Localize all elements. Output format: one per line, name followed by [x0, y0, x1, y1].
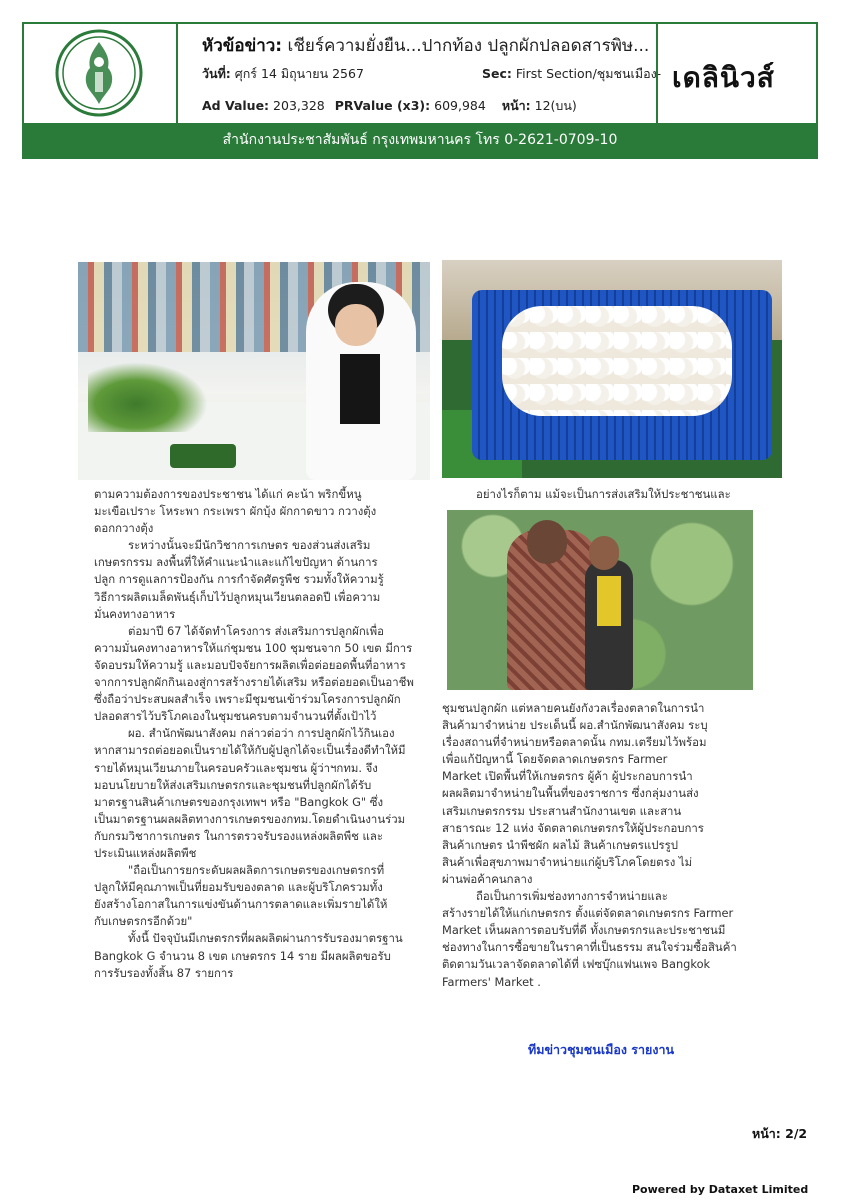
article-line: กับเกษตรกรอีกด้วย"	[94, 914, 193, 929]
article-line: จากการปลูกผักกินเองสู่การสร้างรายได้เสริม หรือต่อยอดเป็นอาชีพ	[94, 675, 414, 690]
article-line: ทั้งนี้ ปัจจุบันมีเกษตรกรที่ผลผลิตผ่านการรับรองมาตรฐาน	[128, 931, 403, 946]
article-line: มอบนโยบายให้ส่งเสริมเกษตรกรและชุมชนที่ปลูกผักได้รับ	[94, 777, 372, 792]
article-line: ดอกกวางตุ้ง	[94, 521, 154, 536]
date-value: ศุกร์ 14 มิถุนายน 2567	[234, 66, 364, 81]
newspaper-area	[656, 24, 818, 125]
page-label: หน้า:	[501, 98, 531, 113]
article-line: วิธีการผลิตเมล็ดพันธุ์เก็บไว้ปลูกหมุนเวียนตลอดปี เพื่อความ	[94, 589, 381, 604]
article-line: กับกรมวิชาการเกษตร ในการตรวจรับรองแหล่งผลิตพืช และ	[94, 828, 383, 843]
pr-value-label: PRValue (x3):	[334, 98, 431, 113]
article-line: Market เปิดพื้นที่ให้เกษตรกร ผู้ค้า ผู้ประกอบการนำ	[442, 769, 693, 784]
article-line: สาธารณะ 12 แห่ง จัดตลาดเกษตรกรให้ผู้ประกอบการ	[442, 820, 704, 835]
article-line: ติดตามวันเวลาจัดตลาดได้ที่ เฟซบุ๊กแฟนเพจ Bangkok	[442, 957, 711, 972]
article-column-2-intro: อย่างไรก็ตาม แม้จะเป็นการส่งเสริมให้ประชาชนและ	[476, 487, 731, 501]
article-line: การรับรองทั้งสิ้น 87 รายการ	[94, 965, 234, 980]
article-line: ถือเป็นการเพิ่มช่องทางการจำหน่ายและ	[476, 889, 668, 904]
article-line: หากสามารถต่อยอดเป็นรายได้ให้กับผู้ปลูกได้จะเป็นเรื่องดีทำให้มี	[94, 743, 406, 758]
article-line: ช่องทางในการซื้อขายในราคาที่เป็นธรรม สนใจร่วมซื้อสินค้า	[442, 940, 737, 955]
date-row	[202, 64, 662, 84]
article-line: Bangkok G จำนวน 8 เขต เกษตรกร 14 ราย มีผลผลิตขอรับ	[94, 948, 391, 963]
photo-egg-basket	[442, 260, 782, 478]
page-value: 12(บน)	[534, 98, 577, 113]
photo-farmers-greenhouse	[447, 510, 753, 690]
article-line: ผลผลิตมาจำหน่ายในพื้นที่ของราชการ ซึ่งกลุ่มงานส่ง	[442, 786, 699, 801]
page-number: หน้า: 2/2	[752, 1126, 808, 1141]
article-line: เสริมเกษตรกรรม ประสานสำนักงานเขต และสาน	[442, 803, 682, 818]
article-column-2	[442, 700, 762, 991]
article-line: มาตรฐานสินค้าเกษตรของกรุงเทพฯ หรือ "Bangkok G" ซึ่ง	[94, 794, 384, 809]
pr-value: 609,984	[434, 98, 486, 113]
article-line: สินค้าเพื่อสุขภาพมาจำหน่ายแก่ผู้บริโภคโดยตรง ไม่	[442, 854, 693, 869]
article-line: ผ่านพ่อค้าคนกลาง	[442, 871, 533, 886]
article-line: สินค้าเกษตร นำพืชผัก ผลไม้ สินค้าเกษตรแปรรูป	[442, 837, 678, 852]
newspaper-name: เดลินิวส์	[672, 61, 775, 94]
article-line: Farmers' Market .	[442, 974, 541, 989]
header-footer-bar: สำนักงานประชาสัมพันธ์ กรุงเทพมหานคร โทร 0-2621-0709-10	[24, 123, 816, 157]
section-label: Sec:	[482, 66, 512, 81]
ad-value: 203,328	[273, 98, 325, 113]
article-line: สินค้ามาจำหน่าย ประเด็นนี้ ผอ.สำนักพัฒนาสังคม ระบุ	[442, 718, 708, 733]
article-column-1	[94, 486, 434, 982]
bangkok-seal-logo	[54, 28, 144, 118]
article-line: ระหว่างนั้นจะมีนักวิชาการเกษตร ของส่วนส่งเสริม	[128, 538, 371, 553]
photo-lab-worker	[78, 262, 430, 480]
article-line: ตามความต้องการของประชาชน ได้แก่ คะน้า พริกขี้หนู	[94, 487, 362, 501]
date-label: วันที่:	[202, 66, 231, 81]
byline: ทีมข่าวชุมชนเมือง รายงาน	[528, 1042, 675, 1057]
section-info	[482, 64, 661, 84]
article-line: มั่นคงทางอาหาร	[94, 606, 176, 621]
clipping-info	[184, 24, 662, 125]
powered-by: Powered by Dataxet Limited	[632, 1183, 809, 1196]
headline-label: หัวข้อข่าว:	[202, 36, 283, 56]
article-line: จัดอบรมให้ความรู้ และมอบปัจจัยการผลิตเพื่อต่อยอดพื้นที่อาหาร	[94, 657, 406, 672]
article-line: ต่อมาปี 67 ได้จัดทำโครงการ ส่งเสริมการปลูกผักเพื่อ	[128, 623, 384, 638]
section-value: First Section/ชุมชนเมือง-	[515, 66, 662, 81]
article-line: ปลูกให้มีคุณภาพเป็นที่ยอมรับของตลาด และผู้บริโภครวมทั้ง	[94, 880, 383, 895]
article-line: ยังสร้างโอกาสในการแข่งขันด้านการตลาดและเพิ่มรายได้ให้	[94, 897, 388, 912]
logo-area	[24, 24, 178, 125]
value-row	[202, 96, 577, 116]
article-line: สร้างรายได้ให้แก่เกษตรกร ตั้งแต่จัดตลาดเกษตรกร Farmer	[442, 906, 734, 921]
headline-text: เชียร์ความยั่งยืน...ปากท้อง ปลูกผักปลอดสารพิษ...	[287, 36, 650, 56]
article-line: เพื่อแก้ปัญหานี้ โดยจัดตลาดเกษตรกร Farmer	[442, 752, 668, 767]
article-line: รายได้หมุนเวียนภายในครอบครัวและชุมชน ผู้ว่าฯกทม. จึง	[94, 760, 378, 775]
article-line: ซึ่งถือว่าประสบผลสำเร็จ เพราะมีชุมชนเข้าร่วมโครงการปลูกผัก	[94, 692, 401, 707]
article-line: ปลูก การดูแลการป้องกัน การกำจัดศัตรูพืช รวมทั้งให้ความรู้	[94, 572, 384, 587]
article-line: เรื่องสถานที่จำหน่ายหรือตลาดนั้น กทม.เตรียมไว้พร้อม	[442, 735, 707, 750]
article-line: ปลอดสารไว้บริโภคเองในชุมชนครบตามจำนวนที่ตั้งเป้าไว้	[94, 709, 377, 724]
ad-value-label: Ad Value:	[202, 98, 270, 113]
headline-row	[202, 32, 649, 59]
article-line: เป็นมาตรฐานผลผลิตทางการเกษตรของกทม.โดยดำเนินงานร่วม	[94, 811, 406, 826]
article-line: ความมั่นคงทางอาหารให้แก่ชุมชน 100 ชุมชนจาก 50 เขต มีการ	[94, 640, 413, 655]
article-line: "ถือเป็นการยกระดับผลผลิตการเกษตรของเกษตรกรที่	[128, 863, 385, 878]
article-line: Market เห็นผลการตอบรับที่ดี ทั้งเกษตรกรและประชาชนมี	[442, 923, 726, 938]
article-line: ผอ. สำนักพัฒนาสังคม กล่าวต่อว่า การปลูกผักไว้กินเอง	[128, 726, 395, 741]
article-line: มะเขือเปราะ โหระพา กระเพรา ผักบุ้ง ผักกาดขาว กวางตุ้ง	[94, 504, 377, 519]
clipping-header	[22, 22, 818, 159]
article-line: ประเมินแหล่งผลิตพืช	[94, 845, 197, 860]
article-line: ชุมชนปลูกผัก แต่หลายคนยังกังวลเรื่องตลาดในการนำ	[442, 701, 705, 715]
article-line: เกษตรกรรม ลงพื้นที่ให้คำแนะนำและแก้ไขปัญหา ด้านการ	[94, 555, 378, 570]
